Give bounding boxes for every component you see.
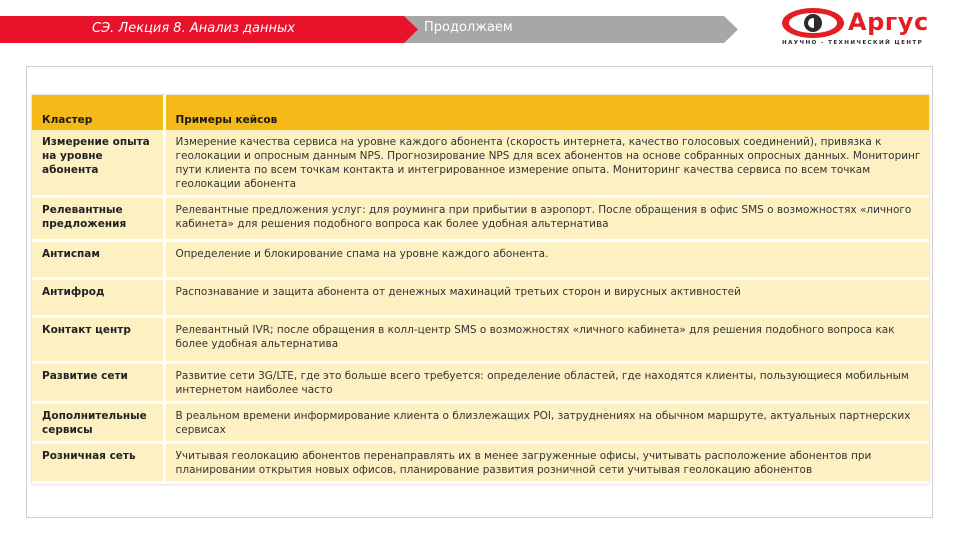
lecture-title: СЭ. Лекция 8. Анализ данных [92, 21, 295, 36]
row-cluster: Развитие сети [32, 363, 164, 403]
row-cases: В реальном времени информирование клиента о близлежащих POI, затруднениях на обычном маршруте, актуальных партнерских сервисах [164, 403, 929, 443]
row-cluster: Релевантные предложения [32, 197, 164, 241]
lecture-banner [0, 16, 420, 43]
table-row [32, 317, 929, 363]
table-row [32, 197, 929, 241]
table-row [32, 403, 929, 443]
section-banner [404, 16, 739, 43]
header-cluster: Кластер [32, 95, 164, 130]
row-cases: Измерение качества сервиса на уровне каждого абонента (скорость интернета, качество голосовых соединений), привязка к геолокации и опросным данным NPS. Прогнозирование NPS для всех абонентов на основе собранных опросных данных. Мониторинг пути клиента по всем точкам контакта и интегрированное измерение опыта. Мониторинг качества сервиса по всем точкам геолокации абонента [164, 130, 929, 197]
header-cases: Примеры кейсов [164, 95, 929, 130]
row-cases: Релевантный IVR; после обращения в колл-центр SMS о возможностях «личного кабинета» для решения подобного вопроса как более удобная альтернатива [164, 317, 929, 363]
table-row [32, 241, 929, 279]
table-row [32, 279, 929, 317]
logo-subtitle: НАУЧНО - ТЕХНИЧЕСКИЙ ЦЕНТР [782, 40, 924, 46]
row-cases: Определение и блокирование спама на уровне каждого абонента. [164, 241, 929, 279]
eye-logo-icon [780, 6, 846, 40]
table-row [32, 130, 929, 197]
row-cluster: Измерение опыта на уровне абонента [32, 130, 164, 197]
row-cluster: Антиспам [32, 241, 164, 279]
cases-table-wrapper [32, 95, 929, 484]
row-cases: Распознавание и защита абонента от денежных махинаций третьих сторон и вирусных активностей [164, 279, 929, 317]
row-cluster: Дополнительные сервисы [32, 403, 164, 443]
row-cluster: Контакт центр [32, 317, 164, 363]
row-cases: Развитие сети 3G/LTE, где это больше всего требуется: определение областей, где находятся клиенты, пользующиеся мобильным интернетом наиболее часто [164, 363, 929, 403]
cases-table [32, 95, 929, 484]
table-header-row [32, 95, 929, 130]
row-cases: Релевантные предложения услуг: для роуминга при прибытии в аэропорт. После обращения в офис SMS о возможностях «личного кабинета» для решения подобного вопроса как более удобная альтернатива [164, 197, 929, 241]
row-cases: Учитывая геолокацию абонентов перенаправлять их в менее загруженные офисы, учитывать расположение абонентов при планировании открытия новых офисов, планирование развития розничной сети учитывая геолокацию абонентов [164, 443, 929, 483]
section-title: Продолжаем [424, 20, 513, 35]
table-row [32, 363, 929, 403]
argus-logo [780, 6, 940, 50]
table-row [32, 443, 929, 483]
logo-brand: Аргус [848, 8, 929, 36]
row-cluster: Розничная сеть [32, 443, 164, 483]
row-cluster: Антифрод [32, 279, 164, 317]
